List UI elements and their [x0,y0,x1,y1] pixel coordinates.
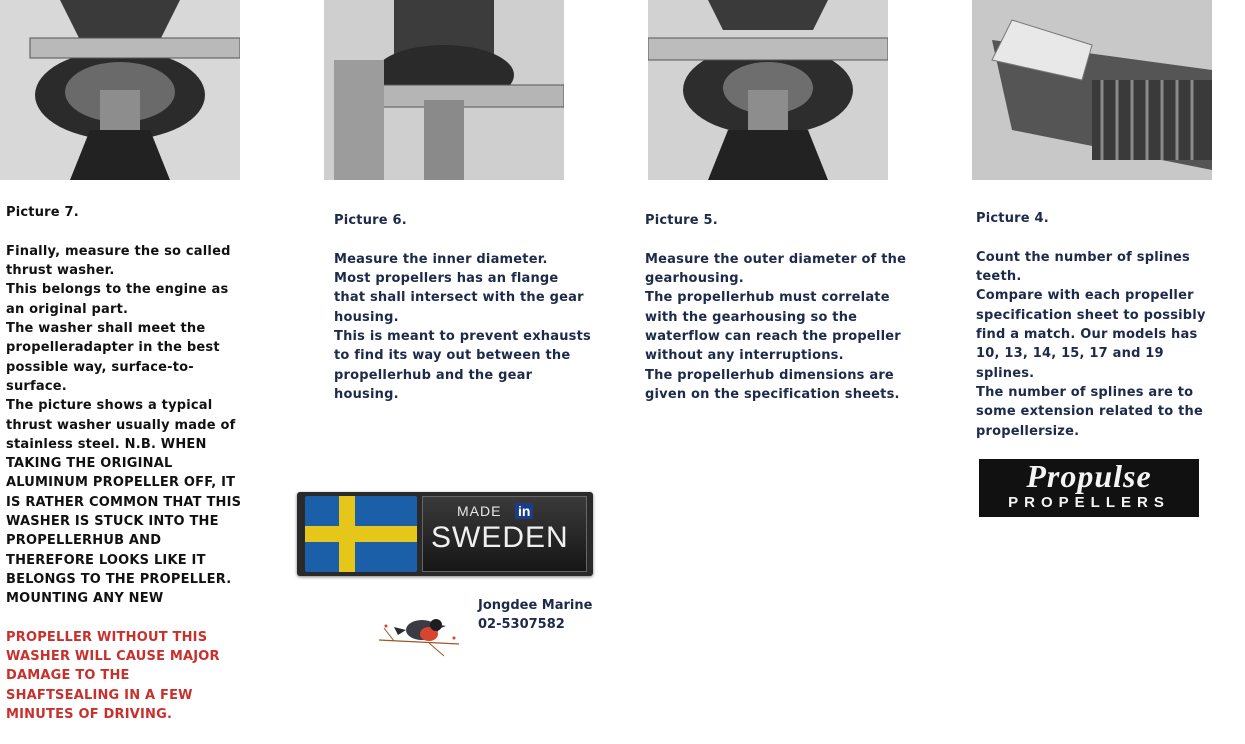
made-in-sweden-badge [297,492,593,576]
propulse-logo [979,459,1199,517]
picture-4-title: Picture 4. [976,211,1049,227]
picture-7-title: Picture 7. [6,205,79,221]
badge-country: SWEDEN [431,521,569,554]
badge-in: in [515,503,533,519]
photo-inner-diameter [324,0,564,180]
swedish-flag-icon [305,496,417,572]
picture-5-text: Measure the outer diameter of the gearhousing. The propellerhub must correlate with the gearhousing so the waterflow can reach the propeller without any interruptions. The propellerhub dimensions are given on the specification sheets. [645,251,907,402]
contact-info [478,596,592,635]
picture-6-title: Picture 6. [334,213,407,229]
logo-brand: Propulse [1026,458,1152,494]
photo-outer-diameter [648,0,888,180]
picture-4-text: Count the number of splines teeth. Compare with each propeller specification sheet to possibly find a match. Our models has 10, 13, 14, 15, 17 and 19 splines. The number of splines are to some extension related to the propellersize. [976,249,1206,439]
picture-7-description [6,184,246,744]
photo-splines [972,0,1212,180]
bird-logo-icon [374,608,464,658]
picture-7-warning: PROPELLER WITHOUT THIS WASHER WILL CAUSE MAJOR DAMAGE TO THE SHAFTSEALING IN A FEW MINUTES OF DRIVING. [6,629,220,723]
picture-6-description [334,192,594,424]
picture-6-text: Measure the inner diameter. Most propellers has an flange that shall intersect with the gear housing. This is meant to prevent exhausts to find its way out between the propellerhub and the gear housing. [334,251,591,402]
company-name: Jongdee Marine [478,598,593,613]
badge-made: MADE [457,503,502,519]
phone-number: 02-5307582 [478,617,565,633]
picture-7-text: Finally, measure the so called thrust washer. This belongs to the engine as an original part. The washer shall meet the propelleradapter in the best possible way, surface-to-surface. The picture shows a typical thrust washer usually made of stainless steel. N.B. WHEN TAKING THE ORIGINAL ALUMINUM PROPELLER OFF, IT IS RATHER COMMON THAT THIS WASHER IS STUCK INTO THE PROPELLERHUB AND THEREFORE LOOKS LIKE IT BELONGS TO THE PROPELLER. MOUNTING ANY NEW [6,243,242,607]
logo-sub: PROPELLERS [1008,494,1170,511]
picture-5-description [645,192,910,424]
photo-thrust-washer [0,0,240,180]
picture-4-description [976,190,1216,460]
picture-5-title: Picture 5. [645,213,718,229]
